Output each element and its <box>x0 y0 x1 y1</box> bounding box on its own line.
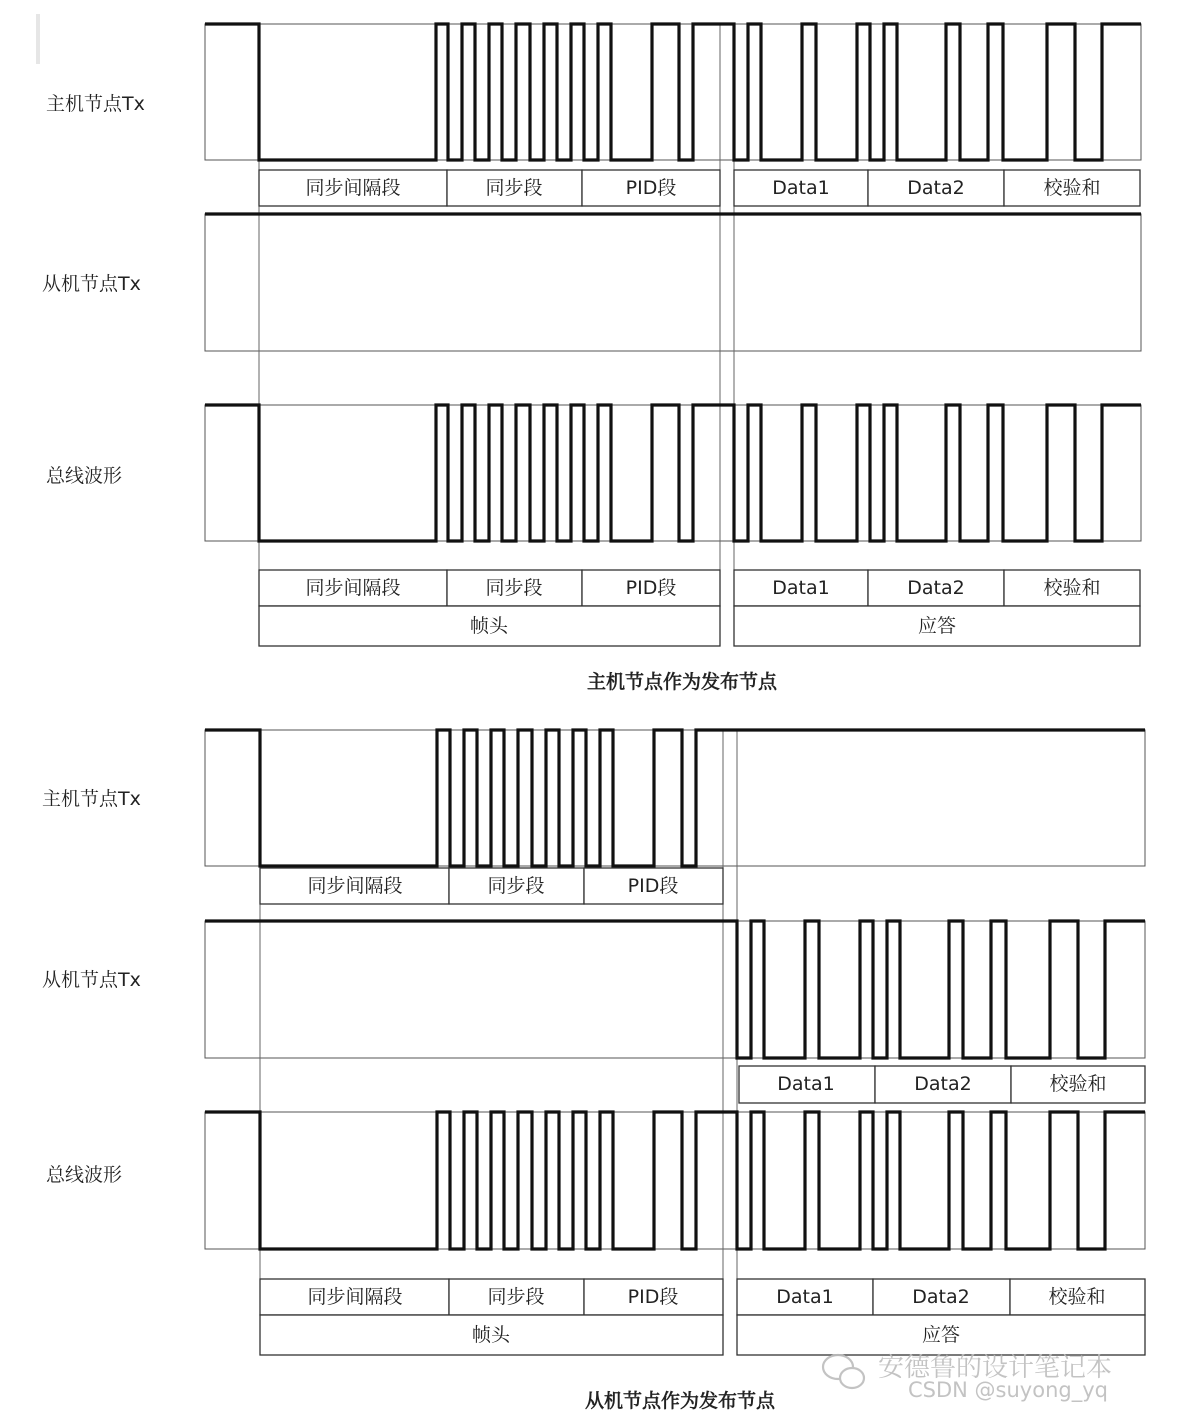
group-response: 应答 <box>921 1324 961 1346</box>
segment-checksum: 校验和 <box>1049 1073 1107 1095</box>
waveform-master-tx <box>205 730 1145 866</box>
waveform-bus <box>205 1112 1145 1249</box>
row-label-bus: 总线波形 <box>46 465 123 487</box>
segment-data1: Data1 <box>776 1286 834 1308</box>
waveform-master-tx <box>205 24 1141 160</box>
frame-slave-tx <box>205 214 1141 351</box>
row-label-slave-tx: 从机节点Tx <box>42 273 141 295</box>
group-response: 应答 <box>917 615 957 637</box>
segment-data2: Data2 <box>907 577 965 599</box>
frame-master-tx <box>205 730 1145 866</box>
segment-sync: 同步段 <box>485 177 543 199</box>
wechat-icon <box>823 1355 864 1388</box>
segment-sync-break: 同步间隔段 <box>305 577 401 599</box>
segment-pid: PID段 <box>625 577 677 599</box>
diagram-master-publisher <box>42 24 1141 693</box>
segment-data2: Data2 <box>907 177 965 199</box>
segment-sync: 同步段 <box>487 1286 545 1308</box>
row-label-bus: 总线波形 <box>46 1164 123 1186</box>
diagram-caption: 主机节点作为发布节点 <box>586 671 778 693</box>
frame-bus <box>205 405 1141 541</box>
diagram-slave-publisher <box>42 730 1145 1412</box>
segment-data2: Data2 <box>912 1286 970 1308</box>
segment-sync-break: 同步间隔段 <box>305 177 401 199</box>
segment-pid: PID段 <box>625 177 677 199</box>
waveform-slave-tx <box>205 921 1145 1058</box>
segment-pid: PID段 <box>627 875 679 897</box>
frame-bus <box>205 1112 1145 1249</box>
segment-sync-break: 同步间隔段 <box>307 1286 403 1308</box>
segment-pid: PID段 <box>627 1286 679 1308</box>
row-label-slave-tx: 从机节点Tx <box>42 969 141 991</box>
group-frame-header: 帧头 <box>469 615 509 637</box>
segment-checksum: 校验和 <box>1043 577 1101 599</box>
row-label-master-tx: 主机节点Tx <box>46 93 145 115</box>
row-label-master-tx: 主机节点Tx <box>42 788 141 810</box>
diagram-caption: 从机节点作为发布节点 <box>584 1390 776 1412</box>
segment-sync-break: 同步间隔段 <box>307 875 403 897</box>
frame-master-tx <box>205 24 1141 160</box>
group-frame-header: 帧头 <box>471 1324 511 1346</box>
segment-data1: Data1 <box>772 577 830 599</box>
segment-sync: 同步段 <box>487 875 545 897</box>
frame-slave-tx <box>205 921 1145 1058</box>
segment-checksum: 校验和 <box>1048 1286 1106 1308</box>
watermark-text: 安德鲁的设计笔记本 <box>878 1353 1113 1383</box>
segment-sync: 同步段 <box>485 577 543 599</box>
watermark <box>823 1353 1112 1403</box>
segment-data1: Data1 <box>777 1073 835 1095</box>
segment-data2: Data2 <box>914 1073 972 1095</box>
segment-checksum: 校验和 <box>1043 177 1101 199</box>
segment-data1: Data1 <box>772 177 830 199</box>
waveform-bus <box>205 405 1141 541</box>
watermark-source: CSDN @suyong_yq <box>908 1378 1108 1402</box>
